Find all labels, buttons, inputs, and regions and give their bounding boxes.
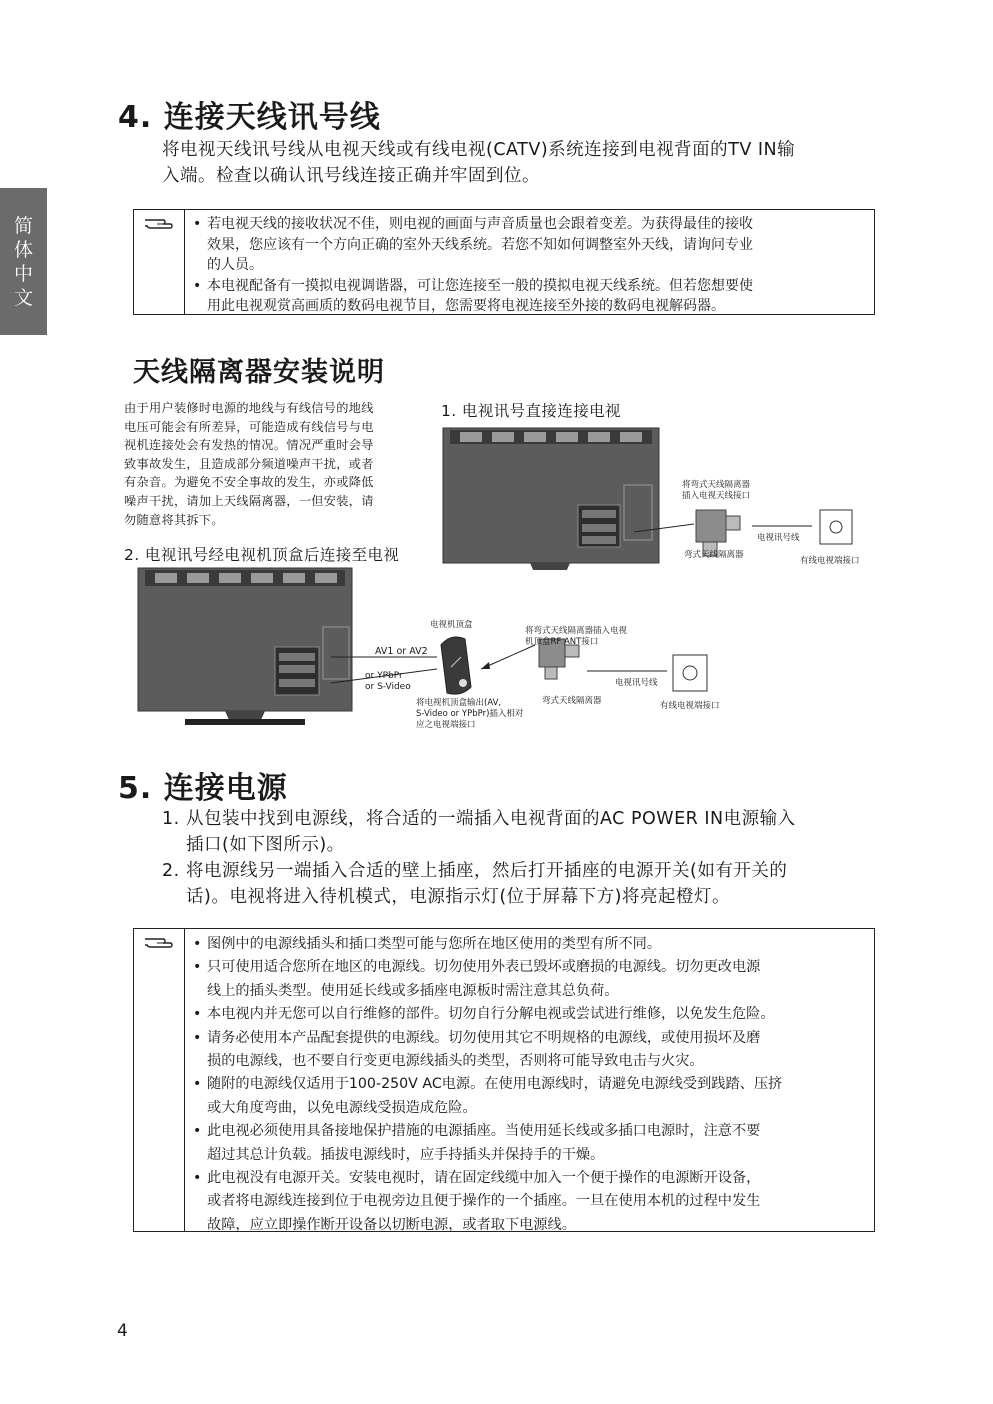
note-line: • 此电视没有电源开关。安装电视时，请在固定线缆中加入一个便于操作的电源断开设备， [207,1170,761,1187]
side-tab-char: 文 [13,286,33,309]
diagram1-cable-label: 电视讯号线 [757,533,800,543]
label-line: 将弯式天线隔离器 [682,480,751,490]
note-item [193,214,868,276]
note-line: • 若电视天线的接收状况不佳，则电视的画面与声音质量也会跟着变差。为获得最佳的接收 [207,216,753,232]
step-number: 2. [162,861,180,881]
note-line: 损的电源线，也不要自行变更电源线插头的类型，否则将可能导致电击与火灾。 [207,1053,704,1070]
label-line: 将电视机顶盒输出(AV, [416,698,502,708]
note-line: 效果，您应该有一个方向正确的室外天线系统。若您不知如何调整室外天线，请询问专业 [207,236,753,253]
language-side-tab [0,188,47,335]
step-item [162,858,882,910]
tv-back-icon [443,428,659,570]
pointing-hand-icon [144,935,174,951]
note-list [185,210,874,314]
diagram2-output-label [416,698,523,731]
note-item [193,1073,868,1120]
isolator-title: 天线隔离器安装说明 [133,357,385,388]
diagram2-av-label: AV1 or AV2 [375,646,428,657]
label-line: 插入电视天线接口 [682,491,751,501]
side-tab-char: 中 [13,262,33,285]
label-line: 将弯式天线隔离器插入电视 [525,626,628,636]
diagram1-wall-label: 有线电视端接口 [800,556,860,566]
diagram1-insert-label [682,480,750,502]
pointing-hand-icon [144,216,174,232]
diagram2-wall-label: 有线电视端接口 [660,701,720,711]
step-line: 从包装中找到电源线，将合适的一端插入电视背面的AC POWER IN电源输入 [186,809,796,829]
note-line: • 随附的电源线仅适用于100-250V AC电源。在使用电源线时，请避免电源线受到践踏、压挤 [207,1076,783,1093]
side-tab-char: 体 [13,238,33,261]
diagram2-stb-label: 电视机顶盒 [430,620,473,630]
diagram1-isolator-label: 弯式天线隔离器 [684,550,744,560]
note-line: 用此电视观赏高画质的数码电视节目，您需要将电视连接至外接的数码电视解码器。 [207,298,725,314]
intro-line: 将电视天线讯号线从电视天线或有线电视(CATV)系统连接到电视背面的TV IN输 [162,140,796,160]
note-box-power [133,928,875,1232]
note-item [193,933,868,956]
note-item [193,956,868,1003]
note-line: 线上的插头类型。使用延长线或多插座电源板时需注意其总负荷。 [207,982,619,999]
note-icon-cell [134,210,185,314]
para-line: 电压可能会有所差异，可能造成有线信号与电 [124,419,374,434]
note-item [193,1120,868,1167]
note-line: 故障，应立即操作断开设备以切断电源，或者取下电源线。 [207,1216,576,1233]
label-line: or S-Video [365,682,411,692]
note-line: • 本电视配备有一摸拟电视调谐器，可让您连接至一般的摸拟电视天线系统。但若您想要使 [207,277,753,294]
note-item [193,1027,868,1074]
step-line: 将电源线另一端插入合适的壁上插座，然后打开插座的电源开关(如有开关的 [186,861,788,881]
note-line: • 请务必使用本产品配套提供的电源线。切勿使用其它不明规格的电源线，或使用损坏及磨 [207,1029,761,1046]
para-line: 有杂音。为避免不安全事故的发生，亦或降低 [124,475,374,490]
diagram2-isolator-label: 弯式天线隔离器 [542,696,602,706]
note-line: • 只可使用适合您所在地区的电源线。切勿使用外表已毁坏或磨损的电源线。切勿更改电源 [207,959,761,976]
diagram2-ypbpr-label [365,671,411,693]
note-item [193,1167,868,1237]
diagram2-insert-label [525,626,627,648]
note-line: • 此电视必须使用具备接地保护措施的电源插座。当使用延长线或多插口电源时，注意不要 [207,1123,761,1140]
label-line: S-Video or YPbPr)插入相对 [416,709,524,719]
wall-socket-icon [673,655,707,691]
section4-title: 4. 连接天线讯号线 [118,100,381,135]
note-line: 或大角度弯曲，以免电源线受损造成危险。 [207,1099,477,1116]
step-line: 插口(如下图所示)。 [186,835,345,855]
page-number: 4 [117,1321,128,1341]
diagram2-cable-label: 电视讯号线 [615,678,658,688]
para-line: 噪声干扰，请加上天线隔离器，一但安装，请 [124,493,374,508]
tv-back-icon [138,568,352,725]
para-line: 勿随意将其拆下。 [124,512,224,527]
caption-settop: 2. 电视讯号经电视机顶盒后连接至电视 [124,546,400,564]
note-line: 的人员。 [207,257,263,273]
note-icon-cell [134,929,185,1231]
wall-socket-icon [820,510,852,544]
label-line: 应之电视端接口 [416,720,476,730]
step-item [162,806,882,858]
note-item [193,1003,868,1026]
set-top-box-icon [441,637,471,694]
step-number: 1. [162,809,180,829]
step-line: 话)。电视将进入待机模式，电源指示灯(位于屏幕下方)将亮起橙灯。 [186,887,730,907]
intro-line: 入端。检查以确认讯号线连接正确并牢固到位。 [162,166,540,186]
para-line: 由于用户装修时电源的地线与有线信号的地线 [124,401,374,415]
para-line: 视机连接处会有发热的情况。情况严重时会导 [124,438,374,453]
caption-direct: 1. 电视讯号直接连接电视 [441,402,621,420]
isolator-paragraph [124,399,424,529]
note-line: 或者将电源线连接到位于电视旁边且便于操作的一个插座。一旦在使用本机的过程中发生 [207,1193,761,1210]
note-line: 超过其总计负载。插拔电源线时，应手持插头并保持手的干燥。 [207,1146,605,1163]
note-line: • 图例中的电源线插头和插口类型可能与您所在地区使用的类型有所不同。 [207,936,662,952]
section4-intro [162,137,882,189]
section5-steps [162,806,882,910]
label-line: 机顶盒RF ANT接口 [525,637,599,647]
para-line: 致事故发生，且造成部分频道噪声干扰，或者 [124,456,374,471]
note-line: • 本电视内并无您可以自行维修的部件。切勿自行分解电视或尝试进行维修，以免发生危险。 [207,1006,775,1023]
diagram-direct [440,420,880,570]
side-tab-char: 简 [13,214,33,237]
label-line: or YPbPr [365,671,403,681]
section5-title: 5. 连接电源 [118,771,288,806]
note-list [185,929,874,1231]
note-box-antenna [133,209,875,315]
note-item [193,276,868,317]
